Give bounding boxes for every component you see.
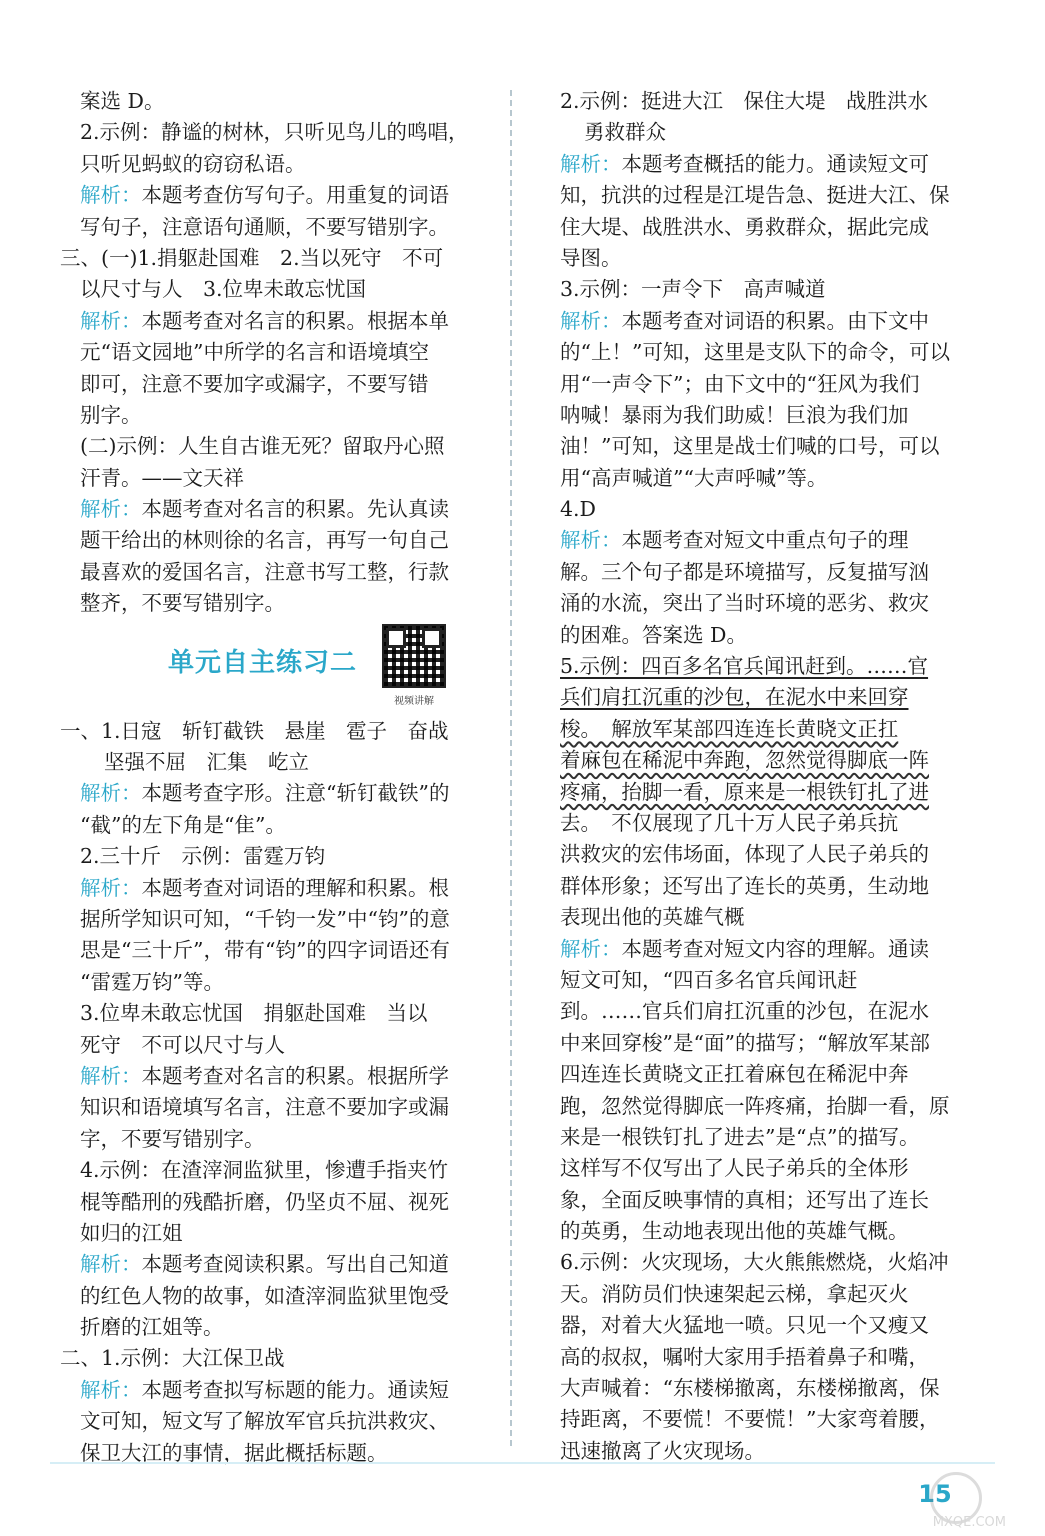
section-header [60, 620, 492, 716]
analysis-line [560, 525, 984, 556]
text-line [560, 620, 984, 651]
analysis-line [560, 306, 984, 337]
text-line [560, 337, 984, 368]
answer-item [60, 998, 492, 1029]
line-text: 中来回穿梭”是“面”的描写；“解放军某部 [560, 1030, 930, 1055]
analysis-label: 解析： [80, 308, 142, 333]
footer-rule [50, 1462, 995, 1464]
line-text: 着麻包在稀泥中奔跑，忽然觉得脚底一阵 [560, 748, 929, 773]
analysis-line [60, 306, 492, 337]
text-line [560, 1153, 984, 1184]
analysis-line [60, 1249, 492, 1280]
text-line [560, 463, 984, 494]
text-line [60, 1312, 492, 1343]
answer-item [560, 86, 984, 117]
line-text: 坚强不屈 汇集 屹立 [104, 750, 309, 775]
text-line [60, 86, 492, 117]
text-line [60, 935, 492, 966]
text-line [560, 369, 984, 400]
text-line [560, 1185, 984, 1216]
line-text: 整齐，不要写错别字。 [80, 591, 285, 616]
line-text: 本题考查对名言的积累。先认真读 [141, 497, 449, 522]
line-text: 解。三个句子都是环境描写，反复描写汹 [560, 559, 929, 584]
watermark-logo [860, 1470, 1010, 1530]
line-text: 用“高声喊道”“大声呼喊”等。 [560, 465, 828, 490]
text-line [560, 965, 984, 996]
text-line [560, 180, 984, 211]
watermark-text: MXQE.COM [932, 1515, 1006, 1530]
text-line [60, 1030, 492, 1061]
analysis-label: 解析： [80, 1063, 142, 1088]
analysis-label: 解析： [80, 497, 142, 522]
analysis-line [60, 873, 492, 904]
line-text: 这样写不仅写出了人民子弟兵的全体形 [560, 1156, 909, 1181]
line-text: 住大堤、战胜洪水、勇救群众，据此完成 [560, 214, 929, 239]
line-text: 文可知，短文写了解放军官兵抗洪救灾、 [80, 1409, 449, 1434]
line-text: 本题考查拟写标题的能力。通读短 [141, 1377, 449, 1402]
line-text: 最喜欢的爱国名言，注意书写工整，行款 [80, 559, 449, 584]
analysis-label: 解析： [560, 936, 622, 961]
line-text: 本题考查阅读积累。写出自己知道 [141, 1252, 449, 1277]
text-line [560, 1091, 984, 1122]
text-line [560, 431, 984, 462]
text-line [560, 400, 984, 431]
line-text: “雷霆万钧”等。 [80, 969, 224, 994]
analysis-label: 解析： [80, 1377, 142, 1402]
line-text: 2.示例：挺进大江 保住大堤 战胜洪水 [560, 89, 929, 113]
left-column [60, 86, 492, 1469]
line-text: 只听见蚂蚁的窃窃私语。 [80, 151, 306, 176]
answer-item [560, 651, 984, 682]
line-text: 疼痛，抬脚一看，原来是一根铁钉扎了进 [560, 779, 929, 804]
line-text: 持距离，不要慌！不要慌！”大家弯着腰， [560, 1407, 940, 1432]
line-text: 大声喊着：“东楼梯撤离，东楼梯撤离，保 [560, 1376, 940, 1401]
text-line [60, 1438, 492, 1469]
text-line [560, 996, 984, 1027]
text-line [60, 904, 492, 935]
line-text: 二、1.示例：大江保卫战 [60, 1346, 285, 1371]
line-text: 高的叔叔，嘱咐大家用手捂着鼻子和嘴， [560, 1344, 929, 1369]
line-text: 保卫大江的事情，据此概括标题。 [80, 1440, 388, 1465]
line-text: 本题考查对名言的积累。根据所学 [141, 1063, 449, 1088]
line-text: 涌的水流，突出了当时环境的恶劣、救灾 [560, 591, 929, 616]
analysis-line [60, 1061, 492, 1092]
line-text: 的“上！”可知，这里是支队下的命令，可以 [560, 340, 950, 365]
line-text: 一、1.日寇 斩钉截铁 悬崖 雹子 奋战 [60, 718, 449, 743]
text-line [60, 1124, 492, 1155]
line-text: 象，全面反映事情的真相；还写出了连长 [560, 1187, 929, 1212]
analysis-label: 解析： [80, 183, 142, 208]
text-line [560, 557, 984, 588]
line-text: 折磨的江姐等。 [80, 1315, 224, 1340]
line-text: 据所学知识可知，“千钧一发”中“钧”的意 [80, 906, 450, 931]
line-text: 写句子，注意语句通顺，不要写错别字。 [80, 214, 449, 239]
analysis-line [560, 149, 984, 180]
line-text: 勇救群众 [584, 120, 666, 145]
text-line [60, 1281, 492, 1312]
line-text: 兵们肩扛沉重的沙包，在泥水中来回穿 [560, 685, 909, 710]
analysis-line [60, 778, 492, 809]
line-text: 本题考查对短文中重点句子的理 [621, 528, 909, 553]
line-text: 来是一根铁钉扎了进去”是“点”的描写。 [560, 1124, 920, 1149]
answer-item [60, 1155, 492, 1186]
text-line [560, 117, 984, 148]
line-text: 器，对着大火猛地一喷。只见一个又瘦又 [560, 1313, 929, 1338]
line-text: 本题考查对词语的积累。由下文中 [621, 308, 929, 333]
analysis-label: 解析： [560, 528, 622, 553]
text-line [60, 369, 492, 400]
text-line [560, 777, 984, 808]
qr-caption: 视频讲解 [394, 695, 434, 707]
analysis-label: 解析： [80, 1252, 142, 1277]
line-text: 元“语文园地”中所学的名言和语境填空 [80, 340, 429, 365]
text-line [60, 1092, 492, 1123]
line-text: “截”的左下角是“隹”。 [80, 812, 286, 837]
text-line [560, 902, 984, 933]
line-text: 洪救灾的宏伟场面，体现了人民子弟兵的 [560, 842, 929, 867]
line-text: 案选 D。 [80, 89, 165, 113]
line-text: 本题考查字形。注意“斩钉截铁”的 [141, 781, 450, 806]
line-text: 本题考查仿写句子。用重复的词语 [141, 183, 449, 208]
answer-item [560, 494, 984, 525]
line-text: 别字。 [80, 402, 142, 427]
line-text: 以尺寸与人 3.位卑未敢忘忧国 [80, 277, 367, 302]
text-line [560, 1059, 984, 1090]
analysis-label: 解析： [560, 308, 622, 333]
text-line [560, 1342, 984, 1373]
text-line [60, 337, 492, 368]
line-text: 题干给出的林则徐的名言，再写一句自己 [80, 528, 449, 553]
text-line [60, 588, 492, 619]
line-text: 知识和语境填写名言，注意不要加字或漏 [80, 1095, 449, 1120]
line-text: 用“一声令下”；由下文中的“狂风为我们 [560, 371, 920, 396]
text-line [560, 1404, 984, 1435]
text-line [560, 1373, 984, 1404]
line-text: 死守 不可以尺寸与人 [80, 1032, 285, 1057]
line-text: 天。消防员们快速架起云梯，拿起灭火 [560, 1281, 909, 1306]
text-line [60, 747, 492, 778]
qr-code-icon[interactable] [382, 624, 446, 688]
line-text: 油！”可知，这里是战士们喊的口号，可以 [560, 434, 940, 459]
analysis-line [60, 1375, 492, 1406]
analysis-label: 解析： [560, 151, 622, 176]
text-line [560, 212, 984, 243]
text-line [60, 400, 492, 431]
text-line [560, 243, 984, 274]
line-text: 的红色人物的故事，如渣滓洞监狱里饱受 [80, 1283, 449, 1308]
line-text: 短文可知，“四百多名官兵闻讯赶 [560, 967, 858, 992]
line-text: 3.位卑未敢忘忧国 捐躯赴国难 当以 [80, 1001, 428, 1026]
answer-item [60, 243, 492, 274]
line-text: 6.示例：火灾现场，大火熊熊燃烧，火焰冲 [560, 1250, 949, 1275]
line-text: 5.示例：四百多名官兵闻讯赶到。……官 [560, 654, 929, 679]
line-text: 知，抗洪的过程是江堤告急、挺进大江、保 [560, 183, 950, 208]
page-number: 15 [918, 1480, 952, 1508]
text-line [560, 1122, 984, 1153]
line-text: 4.示例：在渣滓洞监狱里，惨遭手指夹竹 [80, 1158, 449, 1183]
line-text: 迅速撤离了火灾现场。 [560, 1438, 765, 1463]
analysis-label: 解析： [80, 781, 142, 806]
answer-item [560, 274, 984, 305]
line-text: 呐喊！暴雨为我们助威！巨浪为我们加 [560, 402, 909, 427]
line-text: 导图。 [560, 245, 622, 270]
text-line [60, 525, 492, 556]
text-line [60, 1218, 492, 1249]
line-text: 到。……官兵们肩扛沉重的沙包，在泥水 [560, 999, 929, 1024]
line-text: 3.示例：一声令下 高声喊道 [560, 277, 826, 302]
line-text: 梭。 解放军某部四连连长黄晓文正扛 [560, 716, 899, 741]
line-text: 4.D [560, 497, 596, 522]
line-text: 本题考查对词语的理解和积累。根 [141, 875, 449, 900]
line-text: 的困难。答案选 D。 [560, 622, 747, 647]
text-line [560, 1216, 984, 1247]
answer-item [60, 841, 492, 872]
line-text: 三、(一)1.捐躯赴国难 2.当以死守 不可 [60, 245, 444, 270]
line-text: (二)示例：人生自古谁无死？留取丹心照 [80, 434, 445, 459]
line-text: 的英勇，生动地表现出他的英雄气概。 [560, 1219, 909, 1244]
text-line [60, 967, 492, 998]
line-text: 思是“三十斤”，带有“钧”的四字词语还有 [80, 938, 450, 963]
text-line [560, 1310, 984, 1341]
analysis-line [560, 934, 984, 965]
line-text: 即可，注意不要加字或漏字，不要写错 [80, 371, 429, 396]
right-column [560, 86, 984, 1467]
text-line [60, 431, 492, 462]
column-divider [510, 90, 512, 1446]
text-line [560, 1279, 984, 1310]
line-text: 表现出他的英雄气概 [560, 905, 745, 930]
text-line [60, 149, 492, 180]
text-line [60, 1406, 492, 1437]
text-line [560, 871, 984, 902]
analysis-label: 解析： [80, 875, 142, 900]
answer-item [60, 1343, 492, 1374]
line-text: 本题考查对短文内容的理解。通读 [621, 936, 929, 961]
text-line [60, 1187, 492, 1218]
answer-item [560, 1247, 984, 1278]
text-line [560, 839, 984, 870]
text-line [60, 274, 492, 305]
line-text: 2.三十斤 示例：雷霆万钧 [80, 844, 326, 869]
line-text: 跑，忽然觉得脚底一阵疼痛，抬脚一看，原 [560, 1093, 950, 1118]
text-line [560, 1028, 984, 1059]
line-text: 去。 不仅展现了几十万人民子弟兵抗 [560, 810, 899, 835]
text-line [60, 463, 492, 494]
text-line [60, 810, 492, 841]
answer-item [60, 716, 492, 747]
text-line [560, 588, 984, 619]
line-text: 群体形象；还写出了连长的英勇，生动地 [560, 873, 929, 898]
text-line [60, 557, 492, 588]
analysis-line [60, 494, 492, 525]
line-text: 棍等酷刑的残酷折磨，仍坚贞不屈、视死 [80, 1189, 449, 1214]
answer-item [60, 117, 492, 148]
text-line [560, 682, 984, 713]
line-text: 如归的江姐 [80, 1220, 183, 1245]
line-text: 2.示例：静谧的树林，只听见鸟儿的鸣唱， [80, 120, 469, 145]
text-line [60, 212, 492, 243]
text-line [560, 714, 984, 745]
text-line [560, 745, 984, 776]
line-text: 本题考查概括的能力。通读短文可 [621, 151, 929, 176]
text-line [560, 808, 984, 839]
analysis-line [60, 180, 492, 211]
line-text: 字，不要写错别字。 [80, 1126, 265, 1151]
line-text: 四连连长黄晓文正扛着麻包在稀泥中奔 [560, 1062, 909, 1087]
section-title: 单元自主练习二 [168, 647, 358, 678]
line-text: 本题考查对名言的积累。根据本单 [141, 308, 449, 333]
line-text: 汗青。——文天祥 [80, 465, 244, 490]
